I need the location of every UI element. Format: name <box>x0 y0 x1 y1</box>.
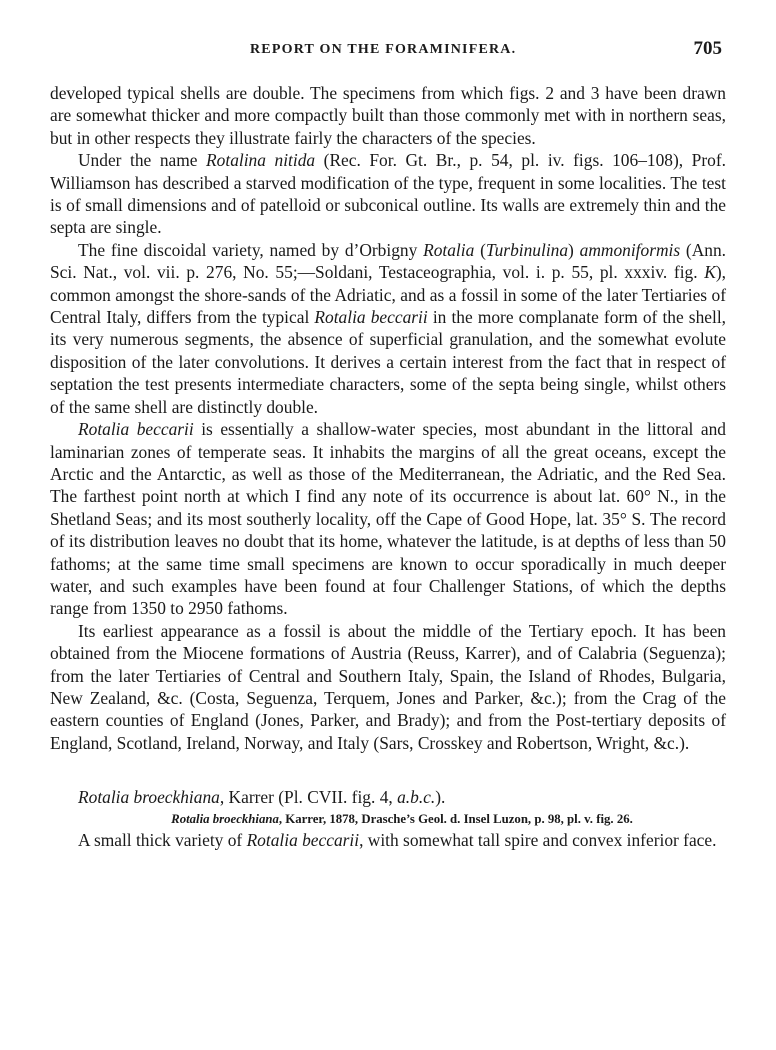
italic-run: Rotalia beccarii <box>78 419 194 440</box>
paragraph-6 <box>50 829 726 851</box>
text-run: ) <box>568 239 580 260</box>
text-run: , Karrer, 1878, Drasche’s Geol. d. Insel Luzon, p. 98, pl. v. fig. 26. <box>278 811 633 826</box>
italic-run: Rotalia beccarii <box>246 829 360 850</box>
italic-run: K <box>704 262 716 283</box>
text-run: ), common amongst the shore-sands of the Adriatic, and as a fossil in some of the later Tertiaries of Central Italy, differs from the typical <box>50 262 726 328</box>
italic-run: Rotalia <box>423 239 475 260</box>
text-run: Under the name <box>78 150 207 171</box>
text-run: Its earliest appearance as a fossil is about the middle of the Tertiary epoch. It has been obtained from the Miocene formations of Austria (Reuss, Karrer), and of Calabria (Seguenza); from the later Tertiaries of Central and Southern Italy, Spain, the Island of Rhodes, Bulgaria, New Zealand, &c. (Costa, Seguenza, Terquem, Jones and Parker, &c.); from the Crag of the eastern counties of England (Jones, Parker, and Brady); and from the Post-tertiary deposits of England, Scotland, Ireland, Norway, and Italy (Sars, Crosskey and Robertson, Wright, &c.). <box>50 620 726 753</box>
text-run: developed typical shells are double. The specimens from which figs. 2 and 3 have been drawn are somewhat thicker and more compactly built than those commonly met with in northern seas, but in other respects they illustrate fairly the characters of the species. <box>50 83 726 148</box>
paragraph-2 <box>50 149 726 239</box>
text-run: The fine discoidal variety, named by d’Orbigny <box>78 239 424 260</box>
italic-run: Rotalia beccarii <box>314 307 428 328</box>
italic-run: Rotalina nitida <box>206 150 316 171</box>
italic-run: Rotalia broeckhiana <box>78 787 220 808</box>
paragraph-3 <box>50 239 726 418</box>
italic-run: Rotalia broeckhiana <box>171 811 279 826</box>
text-run: (Ann. Sci. Nat., vol. vii. p. 276, No. 55;—Soldani, Testaceographia, vol. i. p. 55, pl. xxxiv. fig. <box>50 239 727 283</box>
body-text <box>50 82 726 851</box>
italic-run: ammoniformis <box>579 239 681 260</box>
species-heading <box>50 786 726 808</box>
text-run: , Karrer (Pl. CVII. fig. 4, <box>219 787 398 808</box>
text-run: is essentially a shallow-water species, most abundant in the littoral and laminarian zones of temperate seas. It inhabits the margins of all the great oceans, except the Arctic and the Antarctic, as well as those of the Mediterranean, the Adriatic, and the Red Sea. The farthest point north at which I find any note of its occurrence is about lat. 60° N., in the Shetland Seas; and its most southerly locality, off the Cape of Good Hope, lat. 35° S. The record of its distribution leaves no doubt that its home, whatever the latitude, is at depths of less than 50 fathoms; at the same time small specimens are known to occur sporadically in much deeper water, and such examples have been found at four Challenger Stations, of which the depths range from 1350 to 2950 fathoms. <box>50 419 726 619</box>
running-head: REPORT ON THE FORAMINIFERA. <box>250 42 517 57</box>
paragraph-5 <box>50 620 726 754</box>
text-run: A small thick variety of <box>78 829 247 850</box>
italic-run: Turbinulina <box>485 239 569 260</box>
text-run: ( <box>474 239 486 260</box>
text-run: ). <box>435 787 446 808</box>
text-run: (Rec. For. Gt. Br., p. 54, pl. iv. figs. 106–108), Prof. Williamson has described a starved modification of the type, frequent in some localities. The test is of small dimensions and of patelloid or subconical outline. Its walls are extremely thin and the septa are single. <box>50 150 726 238</box>
italic-run: a.b.c. <box>397 787 436 808</box>
page-number: 705 <box>693 38 722 59</box>
text-run: , with somewhat tall spire and convex inferior face. <box>359 829 717 850</box>
text-run: in the more complanate form of the shell, its very numerous segments, the absence of superficial granulation, and the somewhat evolute disposition of the later convolutions. It derives a certain interest from the fact that in respect of septation the test presents intermediate characters, some of the septa being single, whilst others of the same shell are distinctly double. <box>50 307 726 417</box>
paragraph-1 <box>50 82 726 149</box>
paragraph-4 <box>50 418 726 620</box>
synonymy-reference <box>50 809 726 829</box>
